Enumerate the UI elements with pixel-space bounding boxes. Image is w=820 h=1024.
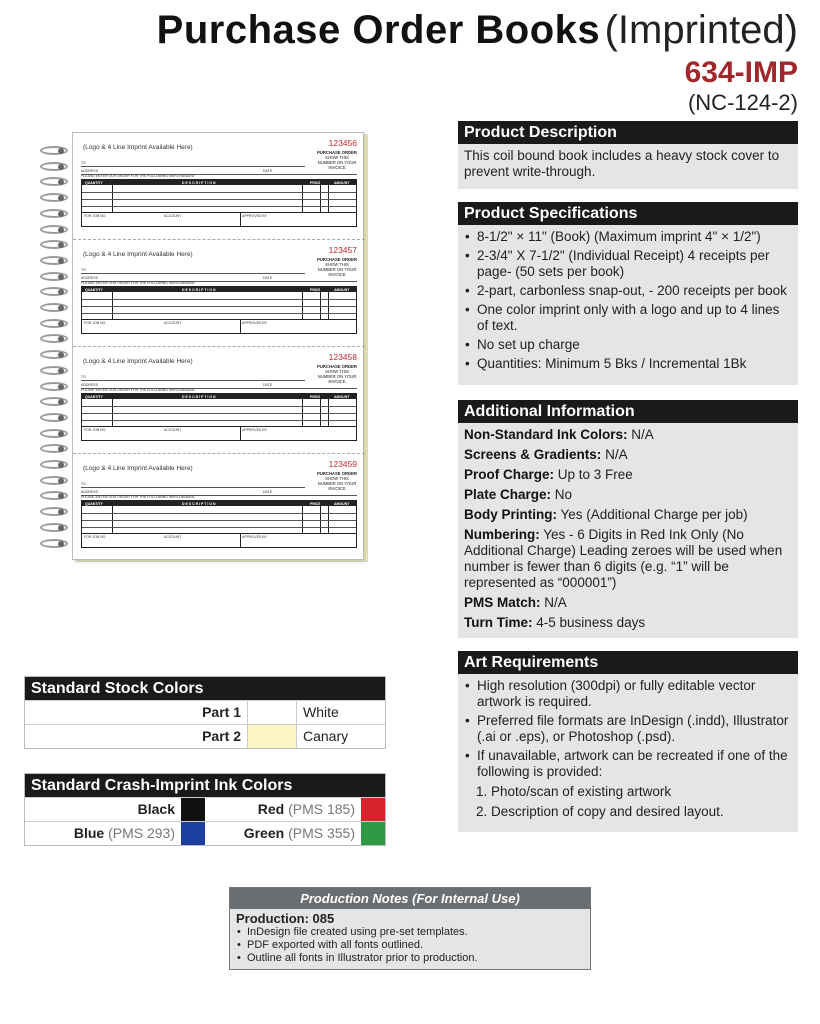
amount-header: AMOUNT — [334, 394, 350, 399]
amount-header: AMOUNT — [334, 501, 350, 506]
product-specifications-heading: Product Specifications — [458, 202, 798, 225]
production-notes-box — [229, 887, 591, 970]
to-line — [81, 487, 305, 488]
coil-ring — [40, 491, 78, 500]
product-code: 634-IMP — [684, 56, 798, 89]
nc-code: (NC-124-2) — [687, 90, 798, 115]
art-item: • If unavailable, artwork can be recreated if one of the following is provided: — [464, 748, 792, 780]
job-number-label: FOR JOB NO. — [84, 428, 107, 432]
to-label: TO — [81, 268, 86, 272]
date-label: DATE — [263, 276, 273, 280]
grid-row-line — [82, 413, 356, 414]
grid-column-line — [328, 501, 329, 533]
coil-ring — [40, 366, 78, 375]
black-swatch — [181, 798, 205, 821]
spec-item: • 8-1/2" × 11" (Book) (Maximum imprint 4" × 1/2") — [464, 229, 792, 245]
account-label: ACCOUNT — [164, 321, 182, 325]
grid-column-line — [112, 501, 113, 533]
product-specifications-section — [458, 202, 798, 385]
account-label: ACCOUNT — [164, 535, 182, 539]
grid-row-line — [82, 306, 356, 307]
title-main: Purchase Order Books — [156, 8, 601, 52]
art-item: • High resolution (300dpi) or fully editable vector artwork is required. — [464, 678, 792, 710]
please-label: PLEASE ENTER OUR ORDER FOR THE FOLLOWING MERCHANDISE — [81, 174, 195, 178]
quantity-header: QUANTITY — [85, 501, 103, 506]
address-label: ADDRESS — [81, 169, 98, 173]
info-row — [464, 615, 792, 631]
coil-ring — [40, 523, 78, 532]
punch-hole — [58, 227, 64, 233]
blue-swatch — [181, 822, 205, 845]
coil-ring — [40, 429, 78, 438]
info-row — [464, 527, 792, 591]
art-item: • Preferred file formats are InDesign (.indd), Illustrator (.ai or .eps), or Photoshop (.psd). — [464, 713, 792, 745]
production-note: • PDF exported with all fonts outlined. — [236, 939, 584, 952]
description-header: D E S C R I P T I O N — [182, 287, 216, 292]
coil-ring — [40, 193, 78, 202]
art-option: 1. Photo/scan of existing artwork — [476, 784, 672, 799]
production-note: • Outline all fonts in Illustrator prior to production. — [236, 952, 584, 965]
grid-row-line — [82, 527, 356, 528]
to-label: TO — [81, 375, 86, 379]
coil-ring — [40, 539, 78, 548]
amount-header: AMOUNT — [334, 287, 350, 292]
account-label: ACCOUNT — [164, 214, 182, 218]
grid-column-line — [320, 287, 321, 319]
price-header: PRICE — [310, 394, 321, 399]
grid-row-line — [82, 520, 356, 521]
grid-column-line — [112, 287, 113, 319]
to-label: TO — [81, 161, 86, 165]
coil-ring — [40, 413, 78, 422]
approved-by-label: APPROVED BY — [242, 321, 268, 325]
product-description-heading: Product Description — [458, 121, 798, 144]
spec-item: • No set up charge — [464, 337, 792, 353]
description-header: D E S C R I P T I O N — [182, 394, 216, 399]
info-row — [464, 507, 792, 523]
punch-hole — [58, 415, 64, 421]
stock-row — [25, 700, 385, 724]
to-line — [81, 380, 305, 381]
po-title: PURCHASE ORDER SHOW THIS NUMBER ON YOUR INVOICE — [317, 364, 357, 384]
stock-row — [25, 724, 385, 748]
art-options-list — [464, 784, 792, 820]
quantity-header: QUANTITY — [85, 287, 103, 292]
grid-column-line — [328, 394, 329, 426]
punch-hole — [58, 462, 64, 468]
order-grid — [81, 179, 357, 227]
info-value: Yes (Additional Charge per job) — [560, 507, 748, 522]
coil-ring — [40, 225, 78, 234]
ink-pms: (PMS 293) — [108, 825, 175, 841]
product-description-text: This coil bound book includes a heavy stock cover to prevent write-through. — [464, 148, 780, 179]
grid-row-line — [82, 199, 356, 200]
production-notes-list — [236, 926, 584, 965]
page-title — [157, 8, 798, 53]
grid-column-line — [112, 180, 113, 212]
date-label: DATE — [263, 169, 273, 173]
coil-ring — [40, 444, 78, 453]
date-label: DATE — [263, 383, 273, 387]
approved-by-label: APPROVED BY — [242, 428, 268, 432]
ink-pms: (PMS 185) — [288, 801, 355, 817]
grid-column-line — [112, 394, 113, 426]
ink-name: Red — [257, 801, 285, 817]
ink-row — [25, 821, 385, 845]
grid-header — [82, 287, 356, 292]
receipt-number: 123458 — [328, 352, 357, 362]
po-subtitle: SHOW THIS NUMBER ON YOUR INVOICE — [317, 262, 357, 277]
logo-placeholder: (Logo & 4 Line Imprint Available Here) — [83, 251, 193, 258]
coil-ring — [40, 209, 78, 218]
info-value: 4-5 business days — [536, 615, 646, 630]
coil-ring — [40, 162, 78, 171]
spec-item: • One color imprint only with a logo and up to 4 lines of text. — [464, 302, 792, 334]
receipt — [73, 454, 365, 561]
receipt-number: 123459 — [328, 459, 357, 469]
coil-ring — [40, 382, 78, 391]
info-value: Yes - 6 Digits in Red Ink Only (No Additional Charge) Leading zeroes will be used when number is fewer than 6 digits (e.g. “1” will be represented as “000001”) — [464, 527, 783, 590]
to-line — [81, 273, 305, 274]
address-label: ADDRESS — [81, 490, 98, 494]
logo-placeholder: (Logo & 4 Line Imprint Available Here) — [83, 358, 193, 365]
punch-hole — [58, 274, 64, 280]
coil-ring — [40, 146, 78, 155]
ink-name: Blue — [73, 825, 105, 841]
ink-colors-table — [24, 773, 386, 846]
job-number-label: FOR JOB NO. — [84, 321, 107, 325]
ink-cell-black — [25, 798, 205, 821]
info-label: Turn Time: — [464, 615, 533, 630]
canary-swatch — [247, 725, 297, 748]
order-grid — [81, 500, 357, 548]
to-label: TO — [81, 482, 86, 486]
info-label: Plate Charge: — [464, 487, 552, 502]
grid-footer — [82, 212, 356, 226]
receipt — [73, 347, 365, 454]
ink-cell-green — [205, 822, 385, 845]
stock-part-label: Part 1 — [202, 704, 241, 720]
info-label: Screens & Gradients: — [464, 447, 602, 462]
description-header: D E S C R I P T I O N — [182, 180, 216, 185]
spec-item: • Quantities: Minimum 5 Bks / Incremental 1Bk — [464, 356, 792, 372]
grid-row-line — [82, 206, 356, 207]
punch-hole — [58, 368, 64, 374]
coil-ring — [40, 319, 78, 328]
punch-hole — [58, 431, 64, 437]
coil-ring — [40, 507, 78, 516]
grid-column-line — [302, 501, 303, 533]
to-line — [81, 166, 305, 167]
info-label: PMS Match: — [464, 595, 541, 610]
grid-column-line — [320, 501, 321, 533]
po-subtitle: SHOW THIS NUMBER ON YOUR INVOICE — [317, 369, 357, 384]
white-swatch — [247, 701, 297, 724]
description-header: D E S C R I P T I O N — [182, 501, 216, 506]
punch-hole — [58, 478, 64, 484]
ink-cell-red — [205, 798, 385, 821]
grid-column-line — [302, 394, 303, 426]
stock-colors-table — [24, 676, 386, 749]
footer-divider — [240, 213, 241, 226]
punch-hole — [58, 525, 64, 531]
account-label: ACCOUNT — [164, 428, 182, 432]
po-title: PURCHASE ORDER SHOW THIS NUMBER ON YOUR INVOICE — [317, 257, 357, 277]
green-swatch — [361, 822, 385, 845]
info-row — [464, 447, 792, 463]
price-header: PRICE — [310, 501, 321, 506]
quantity-header: QUANTITY — [85, 180, 103, 185]
order-grid — [81, 286, 357, 334]
info-value: Up to 3 Free — [557, 467, 633, 482]
please-label: PLEASE ENTER OUR ORDER FOR THE FOLLOWING MERCHANDISE — [81, 495, 195, 499]
punch-hole — [58, 148, 64, 154]
po-title: PURCHASE ORDER SHOW THIS NUMBER ON YOUR INVOICE — [317, 471, 357, 491]
info-value: N/A — [605, 447, 628, 462]
price-header: PRICE — [310, 180, 321, 185]
punch-hole — [58, 258, 64, 264]
ink-colors-heading: Standard Crash-Imprint Ink Colors — [25, 774, 385, 797]
coil-ring — [40, 287, 78, 296]
grid-header — [82, 394, 356, 399]
receipt-number: 123456 — [328, 138, 357, 148]
coil-ring — [40, 177, 78, 186]
production-notes-heading: Production Notes (For Internal Use) — [230, 888, 590, 909]
punch-hole — [58, 305, 64, 311]
po-subtitle: SHOW THIS NUMBER ON YOUR INVOICE — [317, 476, 357, 491]
book-image — [32, 132, 372, 564]
please-label: PLEASE ENTER OUR ORDER FOR THE FOLLOWING MERCHANDISE — [81, 281, 195, 285]
info-label: Body Printing: — [464, 507, 557, 522]
info-row — [464, 467, 792, 483]
footer-divider — [240, 320, 241, 333]
grid-column-line — [302, 287, 303, 319]
address-label: ADDRESS — [81, 276, 98, 280]
grid-header — [82, 180, 356, 185]
punch-hole — [58, 541, 64, 547]
coil-ring — [40, 256, 78, 265]
logo-placeholder: (Logo & 4 Line Imprint Available Here) — [83, 465, 193, 472]
approved-by-label: APPROVED BY — [242, 214, 268, 218]
grid-row-line — [82, 299, 356, 300]
job-number-label: FOR JOB NO. — [84, 535, 107, 539]
grid-row-line — [82, 192, 356, 193]
info-row — [464, 487, 792, 503]
grid-row-line — [82, 513, 356, 514]
info-value: No — [554, 487, 573, 502]
info-value: N/A — [544, 595, 567, 610]
grid-row-line — [82, 313, 356, 314]
art-requirements-section — [458, 651, 798, 832]
job-number-label: FOR JOB NO. — [84, 214, 107, 218]
po-title: PURCHASE ORDER SHOW THIS NUMBER ON YOUR INVOICE — [317, 150, 357, 170]
ink-name: Green — [243, 825, 285, 841]
stock-colors-heading: Standard Stock Colors — [25, 677, 385, 700]
receipt — [73, 133, 365, 240]
production-note: • InDesign file created using pre-set templates. — [236, 926, 584, 939]
art-requirements-heading: Art Requirements — [458, 651, 798, 674]
ink-name: Black — [137, 801, 175, 817]
date-label: DATE — [263, 490, 273, 494]
info-label: Proof Charge: — [464, 467, 555, 482]
additional-information-section — [458, 400, 798, 638]
grid-column-line — [302, 180, 303, 212]
grid-column-line — [320, 394, 321, 426]
product-description-section — [458, 121, 798, 189]
grid-row-line — [82, 420, 356, 421]
address-label: ADDRESS — [81, 383, 98, 387]
footer-divider — [240, 534, 241, 547]
quantity-header: QUANTITY — [85, 394, 103, 399]
ink-pms: (PMS 355) — [288, 825, 355, 841]
info-value: N/A — [631, 427, 654, 442]
red-swatch — [361, 798, 385, 821]
coil-ring — [40, 350, 78, 359]
ink-cell-blue — [25, 822, 205, 845]
grid-footer — [82, 426, 356, 440]
punch-hole — [58, 211, 64, 217]
ink-row — [25, 797, 385, 821]
grid-column-line — [328, 180, 329, 212]
logo-placeholder: (Logo & 4 Line Imprint Available Here) — [83, 144, 193, 151]
approved-by-label: APPROVED BY — [242, 535, 268, 539]
coil-ring — [40, 476, 78, 485]
white-page — [72, 132, 364, 560]
spec-item: • 2-part, carbonless snap-out, - 200 receipts per book — [464, 283, 792, 299]
coil-ring — [40, 460, 78, 469]
additional-information-heading: Additional Information — [458, 400, 798, 423]
info-label: Non-Standard Ink Colors: — [464, 427, 628, 442]
stock-color-name: White — [303, 704, 339, 720]
grid-footer — [82, 533, 356, 547]
info-label: Numbering: — [464, 527, 540, 542]
spec-item: • 2-3/4" X 7-1/2" (Individual Receipt) 4 receipts per page- (50 sets per book) — [464, 248, 792, 280]
price-header: PRICE — [310, 287, 321, 292]
grid-header — [82, 501, 356, 506]
grid-footer — [82, 319, 356, 333]
please-label: PLEASE ENTER OUR ORDER FOR THE FOLLOWING MERCHANDISE — [81, 388, 195, 392]
punch-hole — [58, 384, 64, 390]
coil-ring — [40, 397, 78, 406]
grid-column-line — [328, 287, 329, 319]
specifications-list — [464, 229, 792, 372]
info-row — [464, 595, 792, 611]
po-subtitle: SHOW THIS NUMBER ON YOUR INVOICE — [317, 155, 357, 170]
coil-ring — [40, 334, 78, 343]
punch-hole — [58, 321, 64, 327]
info-row — [464, 427, 792, 443]
punch-hole — [58, 164, 64, 170]
title-suffix: (Imprinted) — [604, 8, 798, 52]
order-grid — [81, 393, 357, 441]
coil-ring — [40, 240, 78, 249]
coil-ring — [40, 272, 78, 281]
stock-color-name: Canary — [303, 728, 349, 744]
amount-header: AMOUNT — [334, 180, 350, 185]
grid-row-line — [82, 406, 356, 407]
receipt — [73, 240, 365, 347]
grid-column-line — [320, 180, 321, 212]
receipt-number: 123457 — [328, 245, 357, 255]
art-option: 2. Description of copy and desired layout. — [476, 804, 724, 819]
footer-divider — [240, 427, 241, 440]
coil-ring — [40, 303, 78, 312]
stock-part-label: Part 2 — [202, 728, 241, 744]
production-number: Production: 085 — [236, 911, 335, 926]
art-requirements-list — [464, 678, 792, 780]
